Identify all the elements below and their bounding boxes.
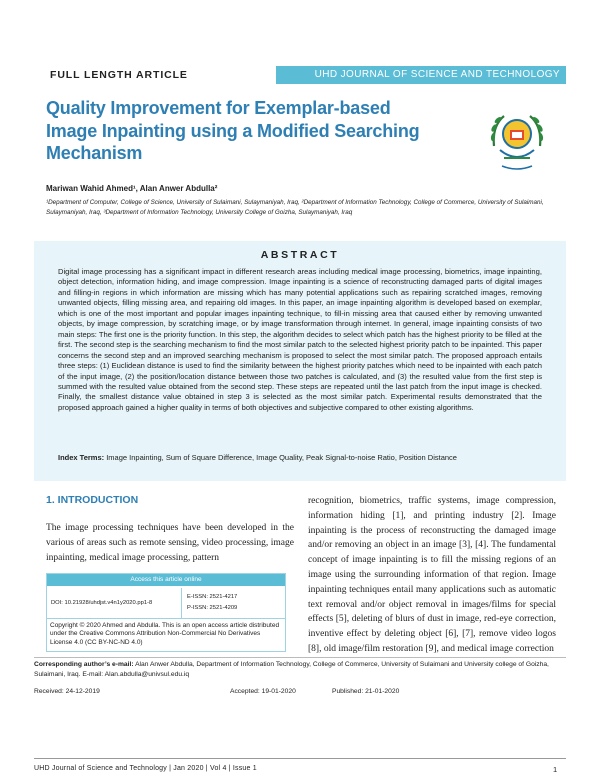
divider bbox=[47, 618, 285, 619]
divider bbox=[34, 758, 566, 759]
issn-cell bbox=[181, 588, 285, 618]
corresponding-author bbox=[34, 660, 566, 680]
author-list: Mariwan Wahid Ahmed¹, Alan Anwer Abdulla² bbox=[46, 184, 218, 193]
paper-title bbox=[46, 97, 446, 165]
page-number: 1 bbox=[553, 765, 558, 774]
published-date: Published: 21-01-2020 bbox=[332, 688, 400, 695]
introduction-left-text: The image processing techniques have been developed in the various of areas such as remote sensing, video processing, image inpainting, medical image processing, pattern bbox=[46, 523, 294, 563]
access-article-box bbox=[46, 573, 286, 652]
journal-banner bbox=[34, 66, 566, 84]
journal-name-label: UHD JOURNAL OF SCIENCE AND TECHNOLOGY bbox=[276, 66, 566, 84]
introduction-right-text: recognition, biometrics, traffic systems, image compression, information hiding [1], and printing industry [2]. Image inpainting is the process of reconstructing the damaged image and/or removing an object in an image [3], [4]. The fundamental concept of image inpainting is to fill the missing regions of an image using the surrounding information of that region. Image inpainting techniques entail many applications such as automatic text removal and/or object removal in images/films for special effects [5], deleting of blurs of dust in image, red-eye correction, inventive effect by deleting object [6], [7], remove video logos [8], old image/film restoration [9], and medical image correction bbox=[308, 496, 556, 654]
affiliations: ¹Department of Computer, College of Science, University of Sulaimani, Sulaymaniyah, Iraq, ²Department of Information Technology, College of Commerce, University of Sulaimani, Sulaymaniyah, Iraq, ³Department of Information Technology, University College of Goizha, Sulaymaniyah, Iraq bbox=[46, 199, 544, 216]
divider bbox=[34, 657, 566, 658]
copyright-notice: Copyright © 2020 Ahmed and Abdulla. This is an open access article distributed under the Creative Commons Attribution Non-Commercial No Derivatives License 4.0 (CC BY-NC-ND 4.0) bbox=[50, 622, 280, 646]
journal-citation-footer: UHD Journal of Science and Technology | Jan 2020 | Vol 4 | Issue 1 bbox=[34, 765, 257, 772]
title-line: Image Inpainting using a Modified Searching bbox=[46, 120, 420, 141]
index-terms-label: Index Terms: bbox=[58, 453, 105, 462]
title-line: Mechanism bbox=[46, 143, 143, 163]
title-line: Quality Improvement for Exemplar-based bbox=[46, 98, 391, 118]
abstract-body: Digital image processing has a significant impact in different research areas including medical image processing, biometrics, image inpainting, object detection, information hiding, and image compression. Image inpainting is a science of reconstructing damaged parts of digital images and filling-in regions in which information are missing which has many potential applications such as repairing scratched images, removing unwanted objects, filling missing area, and repairing old images. In this paper, an image inpainting algorithm is developed based on exemplar, which is one of the most important and popular images inpainting technique, to fill-in missing area that caused either by removing unwanted objects, by image compression, by scratching image, or by image transformation through internet. In general, image inpainting consists of two main steps: The first one is the priority function. In this step, the algorithm decides to select which patch has the highest priority to be filled at the first. The second step is the searching mechanism to find the most similar patch to the selected highest priority patch to be inpainted. This paper concerns the second step and an improved searching mechanism is proposed to select the most similar patch. The proposed approach entails three steps: (1) Euclidean distance is used to find the similarity between the highest priority patches which need to be inpainted with each patch of the input image, (2) the position/location distance between those two patches is calculated, and (3) the resulted value from the first step is summed with the resulted value obtained from the second step. These steps are repeated until the last patch from the input image is checked. Finally, the smallest distance value obtained in step 3 is selected as the most similar patch. Experimental results demonstrated that the proposed approach gained a higher quality in terms of both objectives and subjective compared to other existing algorithms. bbox=[58, 267, 542, 412]
abstract-heading: ABSTRACT bbox=[260, 249, 340, 261]
introduction-heading: 1. INTRODUCTION bbox=[46, 494, 139, 506]
doi-value[interactable]: DOI: 10.21928/uhdjst.v4n1y2020.pp1-8 bbox=[51, 600, 153, 606]
article-type-label: FULL LENGTH ARTICLE bbox=[50, 69, 188, 81]
abstract-section bbox=[34, 241, 566, 481]
index-terms-list: Image Inpainting, Sum of Square Difference, Image Quality, Peak Signal-to-noise Ratio, Position Distance bbox=[106, 453, 457, 462]
journal-logo-icon bbox=[474, 106, 560, 176]
publication-dates bbox=[34, 688, 566, 698]
access-box-header: Access this article online bbox=[47, 574, 285, 586]
index-terms bbox=[58, 453, 548, 463]
corresponding-author-text: Alan Anwer Abdulla, Department of Information Technology, College of Commerce, University of Sulaimani and University college of Goizha, Sulaimani, Iraq. E-mail: Alan.abdulla@univsul.edu.iq bbox=[34, 661, 549, 678]
pissn-value: P-ISSN: 2521-4209 bbox=[187, 605, 238, 611]
accepted-date: Accepted: 19-01-2020 bbox=[230, 688, 296, 695]
received-date: Received: 24-12-2019 bbox=[34, 688, 100, 695]
introduction-heading-wrap bbox=[46, 494, 294, 506]
corresponding-author-label: Corresponding author’s e-mail: bbox=[34, 661, 134, 668]
eissn-value: E-ISSN: 2521-4217 bbox=[187, 594, 238, 600]
